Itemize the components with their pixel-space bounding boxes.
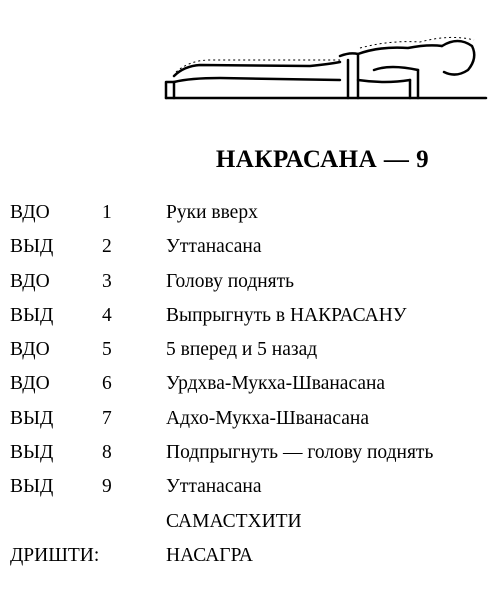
pose-title: НАКРАСАНА — 9 [215, 146, 430, 173]
step-number: 5 [102, 339, 112, 361]
step-number: 4 [102, 304, 112, 326]
samasthiti-row [0, 505, 495, 539]
step-description: Урдхва-Мукха-Шванасана [166, 373, 386, 395]
step-number: 7 [102, 407, 112, 429]
step-description: Голову поднять [166, 270, 295, 292]
breath-cue: ВЫД [10, 476, 54, 498]
step-row [0, 265, 495, 299]
step-number: 3 [102, 270, 112, 292]
step-description: Руки вверх [166, 202, 258, 223]
step-number: 8 [102, 442, 112, 464]
breath-cue: ВДО [10, 202, 50, 223]
breath-cue: ВДО [10, 339, 50, 361]
breath-cue: ВЫД [10, 236, 54, 258]
drishti-label: ДРИШТИ: [10, 544, 100, 566]
steps-list [0, 196, 495, 573]
step-description: Адхо-Мукха-Шванасана [166, 407, 369, 429]
step-row [0, 436, 495, 470]
breath-cue: ВДО [10, 373, 50, 395]
step-number: 9 [102, 476, 112, 498]
step-row [0, 402, 495, 436]
figure-lying-prone-icon [160, 20, 490, 110]
step-row [0, 367, 495, 401]
step-description: Подпрыгнуть — голову поднять [166, 442, 434, 464]
step-description: Выпрыгнуть в НАКРАСАНУ [166, 304, 407, 326]
breath-cue: ВЫД [10, 442, 54, 464]
step-row [0, 333, 495, 367]
step-description: 5 вперед и 5 назад [166, 339, 318, 361]
samasthiti-label: САМАСТХИТИ [166, 510, 302, 532]
step-row [0, 299, 495, 333]
step-row [0, 196, 495, 230]
breath-cue: ВДО [10, 270, 50, 292]
step-number: 6 [102, 373, 112, 395]
step-row [0, 470, 495, 504]
drishti-value: НАСАГРА [166, 544, 254, 566]
step-description: Уттанасана [166, 476, 262, 498]
step-number: 2 [102, 236, 112, 258]
breath-cue: ВЫД [10, 407, 54, 429]
step-description: Уттанасана [166, 236, 262, 258]
step-row [0, 230, 495, 264]
step-number: 1 [102, 202, 112, 223]
breath-cue: ВЫД [10, 304, 54, 326]
drishti-row [0, 539, 495, 573]
